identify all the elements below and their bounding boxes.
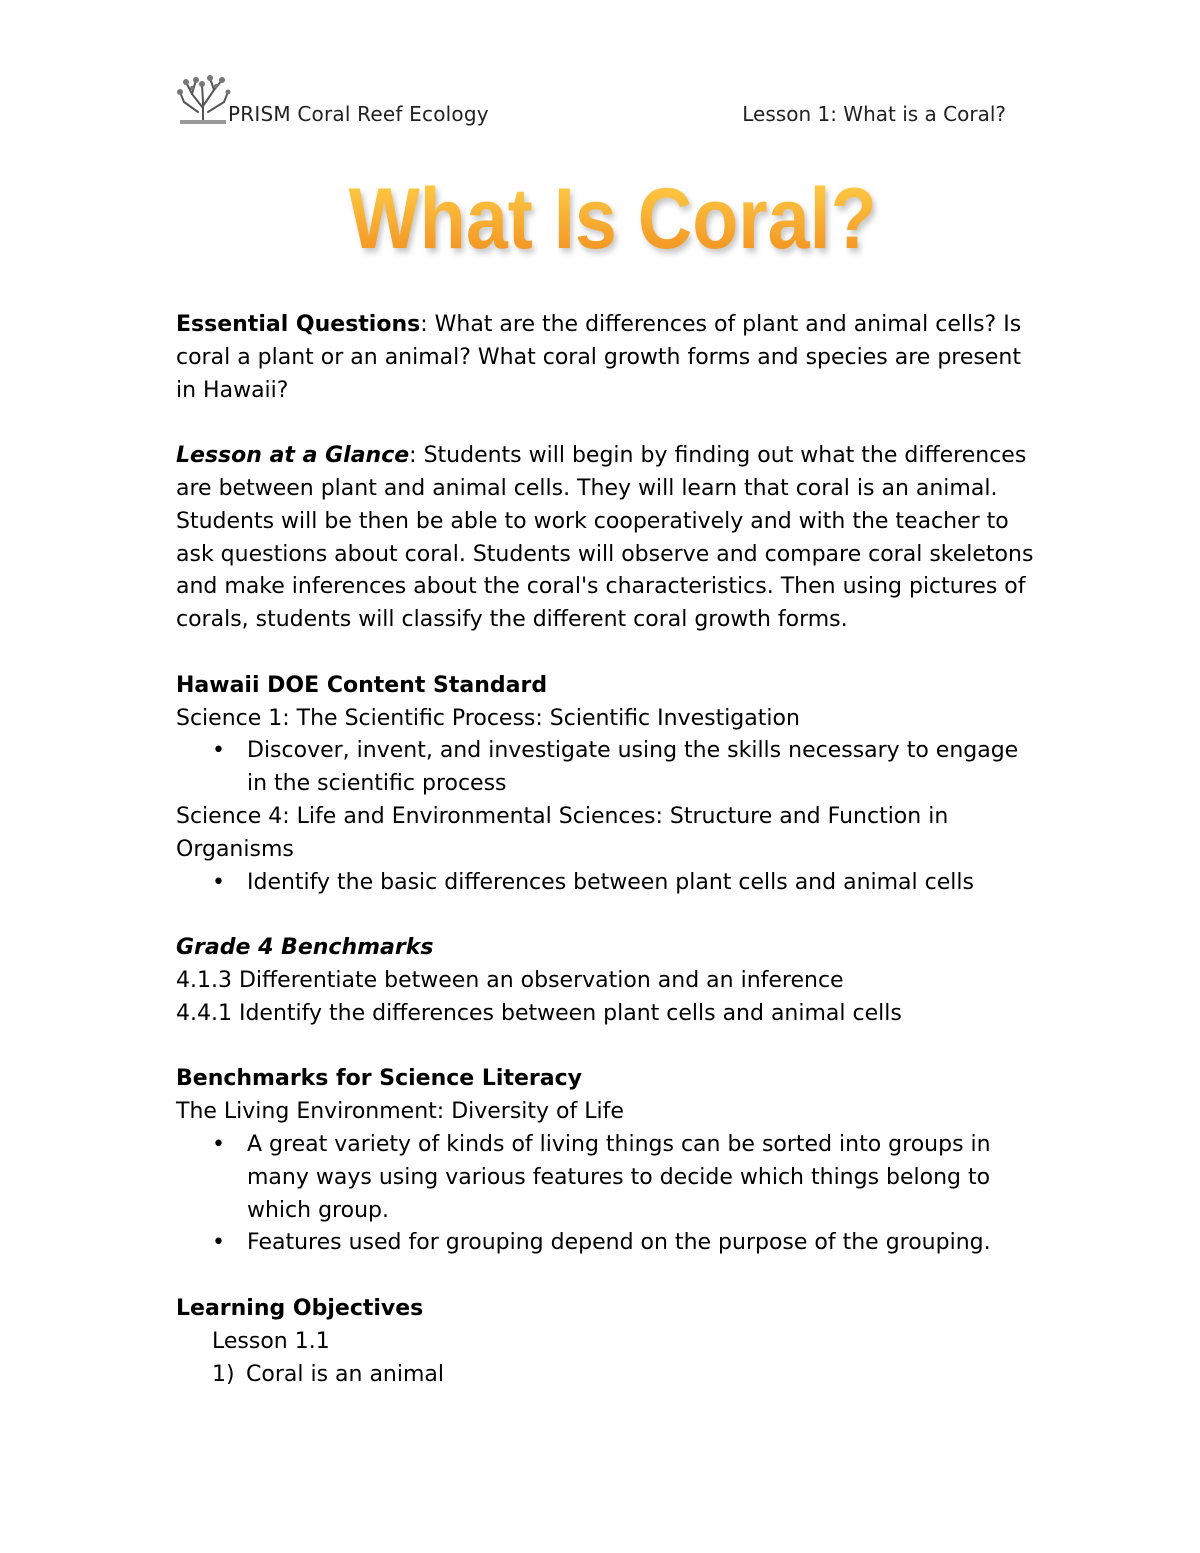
page-title (348, 160, 877, 270)
essential-questions-label: Essential Questions (176, 312, 421, 337)
essential-questions-text: : What are the differences of plant and animal cells? Is coral a plant or an animal? What coral growth forms and species are present in Hawaii? (176, 312, 1022, 403)
lesson-at-a-glance-label: Lesson at a Glance (176, 443, 410, 469)
list-item: • A great variety of kinds of living things can be sorted into groups in many ways using various features to decide which things belong to which group. (176, 1129, 1036, 1227)
document-body (176, 309, 1036, 1391)
objective-number: 1) (212, 1361, 235, 1387)
header-lesson-title: Lesson 1: What is a Coral? (742, 102, 1006, 126)
lesson-1-1-label: Lesson 1.1 (212, 1328, 330, 1354)
science-literacy-heading: Benchmarks for Science Literacy (176, 1066, 582, 1092)
science-4-list (176, 867, 1036, 900)
benchmark-4-1-3: 4.1.3 Differentiate between an observation and an inference (176, 967, 844, 993)
grade-4-benchmarks-heading: Grade 4 Benchmarks (176, 935, 434, 961)
header-course-title: PRISM Coral Reef Ecology (228, 102, 489, 126)
science-1-list (176, 735, 1036, 801)
benchmark-4-4-1: 4.4.1 Identify the differences between plant cells and animal cells (176, 1000, 902, 1026)
page-header (176, 72, 1006, 132)
doe-standard-heading: Hawaii DOE Content Standard (176, 672, 548, 698)
objective-text: Coral is an animal (246, 1361, 444, 1387)
lesson-at-a-glance-text: : Students will begin by finding out what the differences are between plant and animal cells. They will learn that coral is an animal. Students will be then be able to work cooperatively and with the teacher to ask questions about coral. Students will observe and compare coral skeletons and make inferences about the coral's characteristics. Then using pictures of corals, students will classify the different coral growth forms. (176, 443, 1034, 633)
coral-logo-icon (176, 72, 230, 126)
science-4-standard: Science 4: Life and Environmental Sciences: Structure and Function in Organisms (176, 803, 949, 862)
list-item: • Identify the basic differences between plant cells and animal cells (176, 867, 1036, 900)
title-text: What Is Coral? (348, 171, 877, 268)
lesson-at-a-glance (176, 440, 1036, 637)
learning-objectives-heading: Learning Objectives (176, 1295, 424, 1321)
list-item: • Features used for grouping depend on the purpose of the grouping. (176, 1227, 1036, 1260)
essential-questions (176, 309, 1036, 407)
science-1-standard: Science 1: The Scientific Process: Scientific Investigation (176, 705, 800, 731)
living-environment-subheading: The Living Environment: Diversity of Life (176, 1099, 624, 1125)
objective-item (176, 1359, 1036, 1392)
list-item: • Discover, invent, and investigate using the skills necessary to engage in the scientific process (176, 735, 1036, 801)
science-literacy-list (176, 1129, 1036, 1260)
